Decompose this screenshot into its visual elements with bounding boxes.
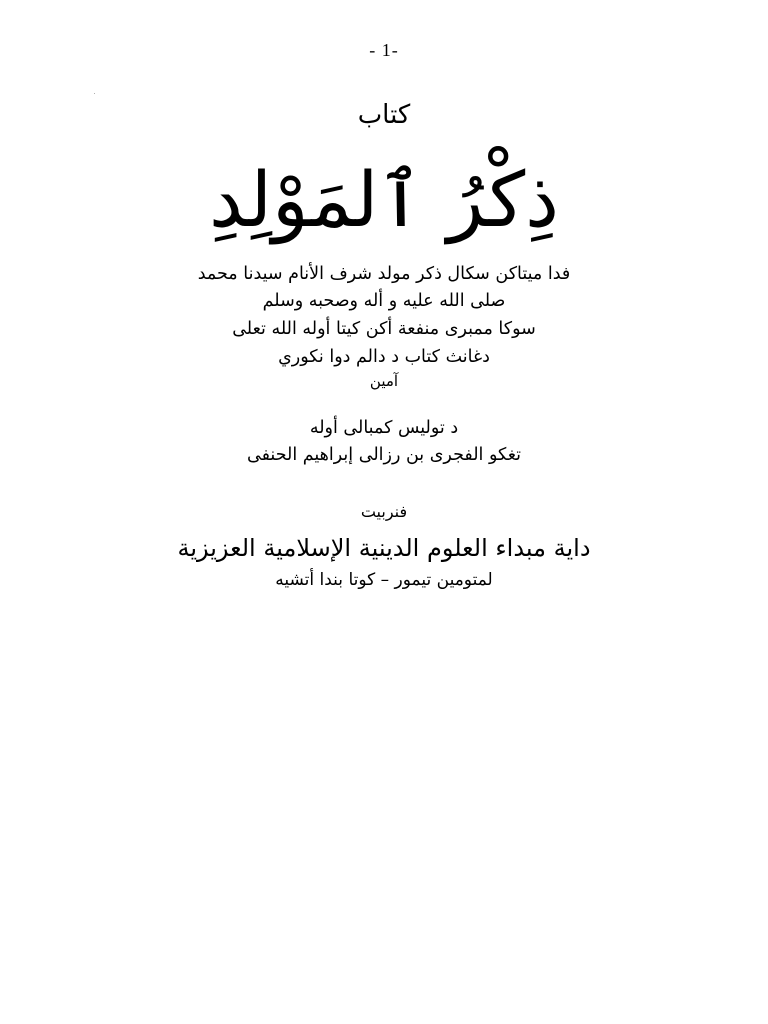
publisher-place: لمتومين تيمور – كوتا بندا أتشيه (275, 570, 493, 590)
book-word: كتاب (357, 100, 411, 130)
book-title: ذِكْرُ ٱلمَوْلِدِ (208, 155, 560, 244)
description-line-2: صلى الله عليه و أله وصحبه وسلم (262, 291, 506, 311)
description-line-4: دغانث كتاب د دالم دوا نكوري (278, 347, 490, 367)
description-line-1: فدا ميتاكن سكال ذكر مولد شرف الأنام سيدنا محمد (197, 264, 571, 284)
author-name: تغكو الفجرى بن رزالى إبراهيم الحنفى (246, 445, 522, 465)
author-intro: د توليس كمبالى أوله (309, 418, 459, 438)
publisher-label: فنربيت (360, 502, 408, 521)
scan-speck (94, 93, 95, 94)
amin-line: آمين (369, 372, 399, 390)
publisher-name: داية مبداء العلوم الدينية الإسلامية العزيزية (177, 534, 591, 562)
page-number: - 1- (369, 40, 399, 60)
description-line-3: سوكا ممبرى منفعة أكن كيتا أوله الله تعلى (232, 319, 536, 339)
